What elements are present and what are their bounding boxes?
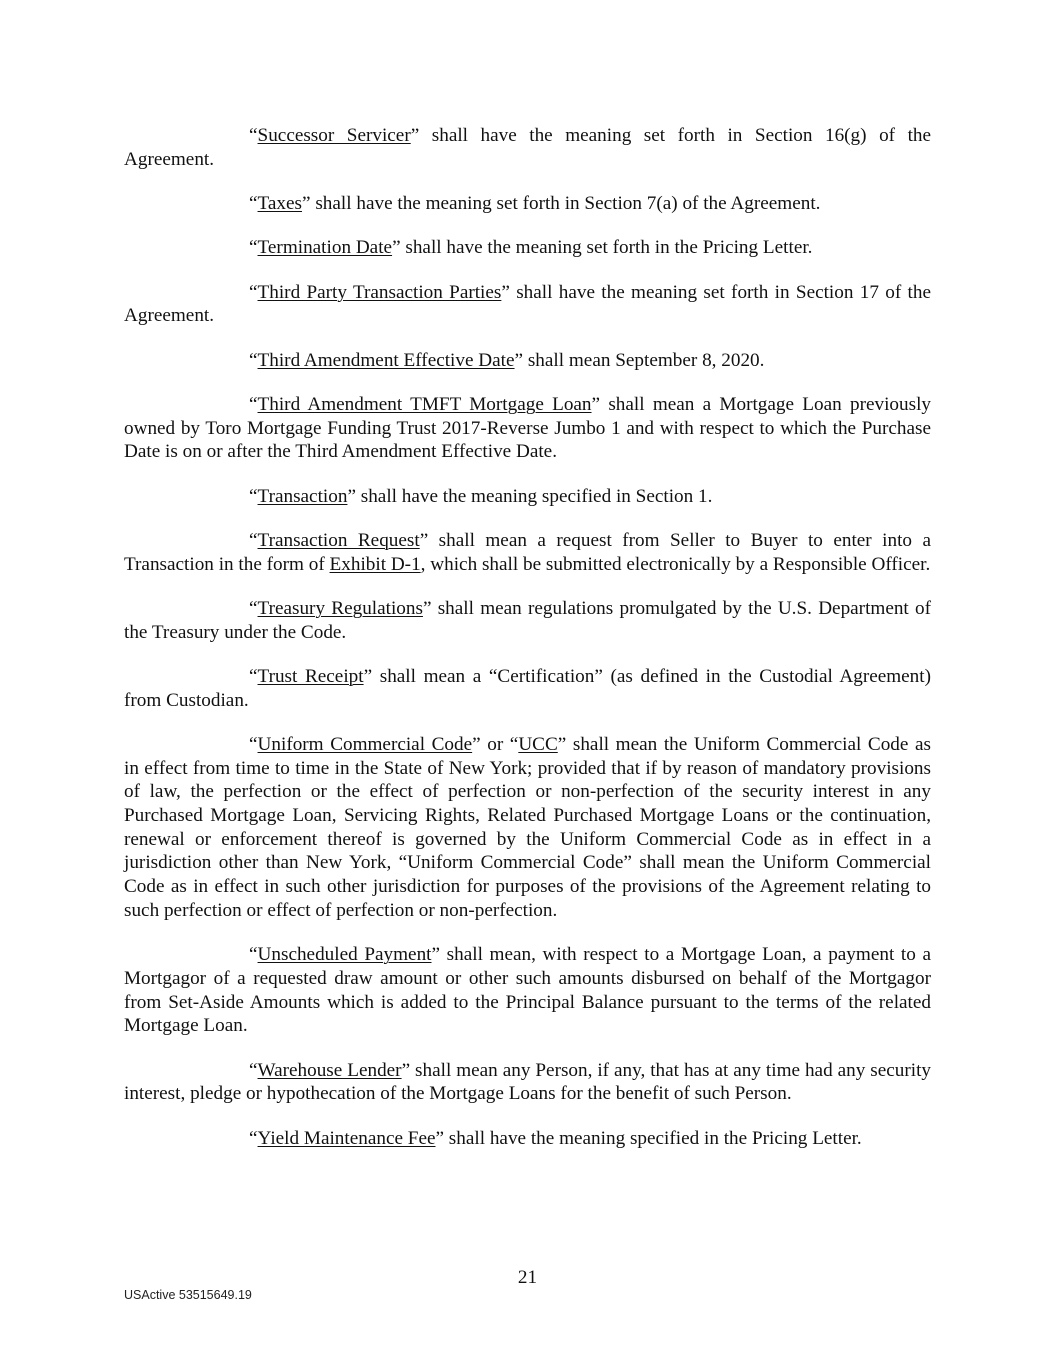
definition-uniform-commercial-code: “Uniform Commercial Code” or “UCC” shall mean the Uniform Commercial Code as in effect from time to time in the State of New York; provided that if by reason of mandatory provisions of law, the perfection or the effect of perfection or non-perfection of the security interest in any Purchased Mortgage Loan, Servicing Rights, Related Purchased Mortgage Loans or the continuation, renewal or enforcement thereof is governed by the Uniform Commercial Code as in effect in a jurisdiction other than New York, “Uniform Commercial Code” shall mean the Uniform Commercial Code as in effect in such other jurisdiction for purposes of the provisions of the Agreement relating to such perfection or effect of perfection or non-perfection.: [124, 733, 931, 921]
definition-text: ” shall have the meaning set forth in the Pricing Letter.: [392, 237, 813, 259]
definition-transaction-request: “Transaction Request” shall mean a request from Seller to Buyer to enter into a Transaction in the form of Exhibit D-1, which shall be submitted electronically by a Responsible Officer.: [124, 529, 931, 575]
defined-term: Transaction Request: [257, 529, 420, 551]
document-id: USActive 53515649.19: [124, 1288, 252, 1302]
definition-text: ” shall have the meaning set forth in Section 7(a) of the Agreement.: [302, 193, 821, 214]
definition-transaction: “Transaction” shall have the meaning specified in Section 1.: [249, 485, 713, 507]
defined-term: Third Amendment TMFT Mortgage Loan: [257, 393, 592, 415]
definition-text: ” shall mean a Mortgage Loan previously owned by Toro Mortgage Funding Trust 2017-Reverse Jumbo 1 and with respect to which the Purchase Date is on or after the Third Amendment Effective Date.: [124, 393, 931, 463]
definition-text: ” shall mean regulations promulgated by the U.S. Department of the Treasury under the Code.: [124, 597, 931, 643]
definition-unscheduled-payment: “Unscheduled Payment” shall mean, with respect to a Mortgage Loan, a payment to a Mortgagor of a requested draw amount or other such amounts disbursed on behalf of the Mortgagor from Set-Aside Amounts which is added to the Principal Balance pursuant to the terms of the related Mortgage Loan.: [124, 944, 931, 1037]
definition-third-amendment-effective-date: “Third Amendment Effective Date” shall mean September 8, 2020.: [249, 349, 765, 371]
defined-term: Successor Servicer: [257, 125, 411, 146]
definition-text: ” shall have the meaning set forth in Section 16(g) of the Agreement.: [124, 125, 932, 170]
term-connector: ” or “: [472, 733, 519, 755]
defined-term: Yield Maintenance Fee: [257, 1127, 436, 1149]
definition-successor-servicer: “Successor Servicer” shall have the meaning set forth in Section 16(g) of the Agreement.: [124, 125, 932, 170]
definition-text: ” shall have the meaning specified in the Pricing Letter.: [435, 1127, 862, 1149]
definition-text: ” shall mean, with respect to a Mortgage Loan, a payment to a Mortgagor of a requested draw amount or other such amounts disbursed on behalf of the Mortgagor from Set-Aside Amounts which is added to the Principal Balance pursuant to the terms of the related Mortgage Loan.: [124, 944, 931, 1037]
defined-term: Warehouse Lender: [257, 1059, 402, 1081]
definition-taxes: “Taxes” shall have the meaning set forth in Section 7(a) of the Agreement.: [249, 193, 821, 214]
definitions-body: [124, 124, 931, 1171]
defined-term: Third Amendment Effective Date: [257, 349, 515, 371]
definition-text: ” shall have the meaning set forth in Section 17 of the Agreement.: [124, 281, 931, 327]
definition-third-amendment-tmft-mortgage-loan: “Third Amendment TMFT Mortgage Loan” shall mean a Mortgage Loan previously owned by Toro Mortgage Funding Trust 2017-Reverse Jumbo 1 and with respect to which the Purchase Date is on or after the Third Amendment Effective Date.: [124, 393, 931, 463]
exhibit-reference: Exhibit D-1: [329, 553, 421, 575]
defined-term: Transaction: [257, 485, 348, 507]
defined-term: Uniform Commercial Code: [257, 733, 473, 755]
definition-text: ” shall mean any Person, if any, that has at any time had any security interest, pledge or hypothecation of the Mortgage Loans for the benefit of such Person.: [124, 1059, 931, 1105]
definition-text: , which shall be submitted electronically by a Responsible Officer.: [420, 553, 931, 575]
definition-warehouse-lender: “Warehouse Lender” shall mean any Person, if any, that has at any time had any security interest, pledge or hypothecation of the Mortgage Loans for the benefit of such Person.: [124, 1059, 931, 1105]
page-number: 21: [517, 1267, 538, 1288]
definition-yield-maintenance-fee: “Yield Maintenance Fee” shall have the meaning specified in the Pricing Letter.: [249, 1127, 862, 1149]
defined-term: Treasury Regulations: [257, 597, 423, 619]
defined-term: Taxes: [257, 193, 303, 214]
definition-text: ” shall mean the Uniform Commercial Code as in effect from time to time in the State of New York; provided that if by reason of mandatory provisions of law, the perfection or the effect of perfection or non-perfection of the security interest in any Purchased Mortgage Loan, Servicing Rights, Related Purchased Mortgage Loans or the continuation, renewal or enforcement thereof is governed by the Uniform Commercial Code as in effect in a jurisdiction other than New York, “Uniform Commercial Code” shall mean the Uniform Commercial Code as in effect in such other jurisdiction for purposes of the provisions of the Agreement relating to such perfection or effect of perfection or non-perfection.: [124, 733, 931, 921]
definition-termination-date: “Termination Date” shall have the meaning set forth in the Pricing Letter.: [249, 237, 813, 259]
definition-third-party-transaction-parties: “Third Party Transaction Parties” shall have the meaning set forth in Section 17 of the Agreement.: [124, 281, 931, 327]
definition-text: ” shall have the meaning specified in Section 1.: [347, 485, 713, 507]
definition-text: ” shall mean a “Certification” (as defined in the Custodial Agreement) from Custodian.: [124, 665, 931, 711]
definition-text: ” shall mean a request from Seller to Buyer to enter into a Transaction in the form of: [124, 529, 931, 575]
definition-trust-receipt: “Trust Receipt” shall mean a “Certification” (as defined in the Custodial Agreement) from Custodian.: [124, 665, 931, 711]
defined-term: Trust Receipt: [257, 665, 364, 687]
defined-term: Termination Date: [257, 237, 393, 259]
definition-text: ” shall mean September 8, 2020.: [514, 349, 765, 371]
definition-treasury-regulations: “Treasury Regulations” shall mean regulations promulgated by the U.S. Department of the Treasury under the Code.: [124, 597, 931, 643]
defined-term-alias: UCC: [518, 733, 558, 755]
defined-term: Third Party Transaction Parties: [257, 281, 502, 303]
defined-term: Unscheduled Payment: [257, 944, 432, 966]
